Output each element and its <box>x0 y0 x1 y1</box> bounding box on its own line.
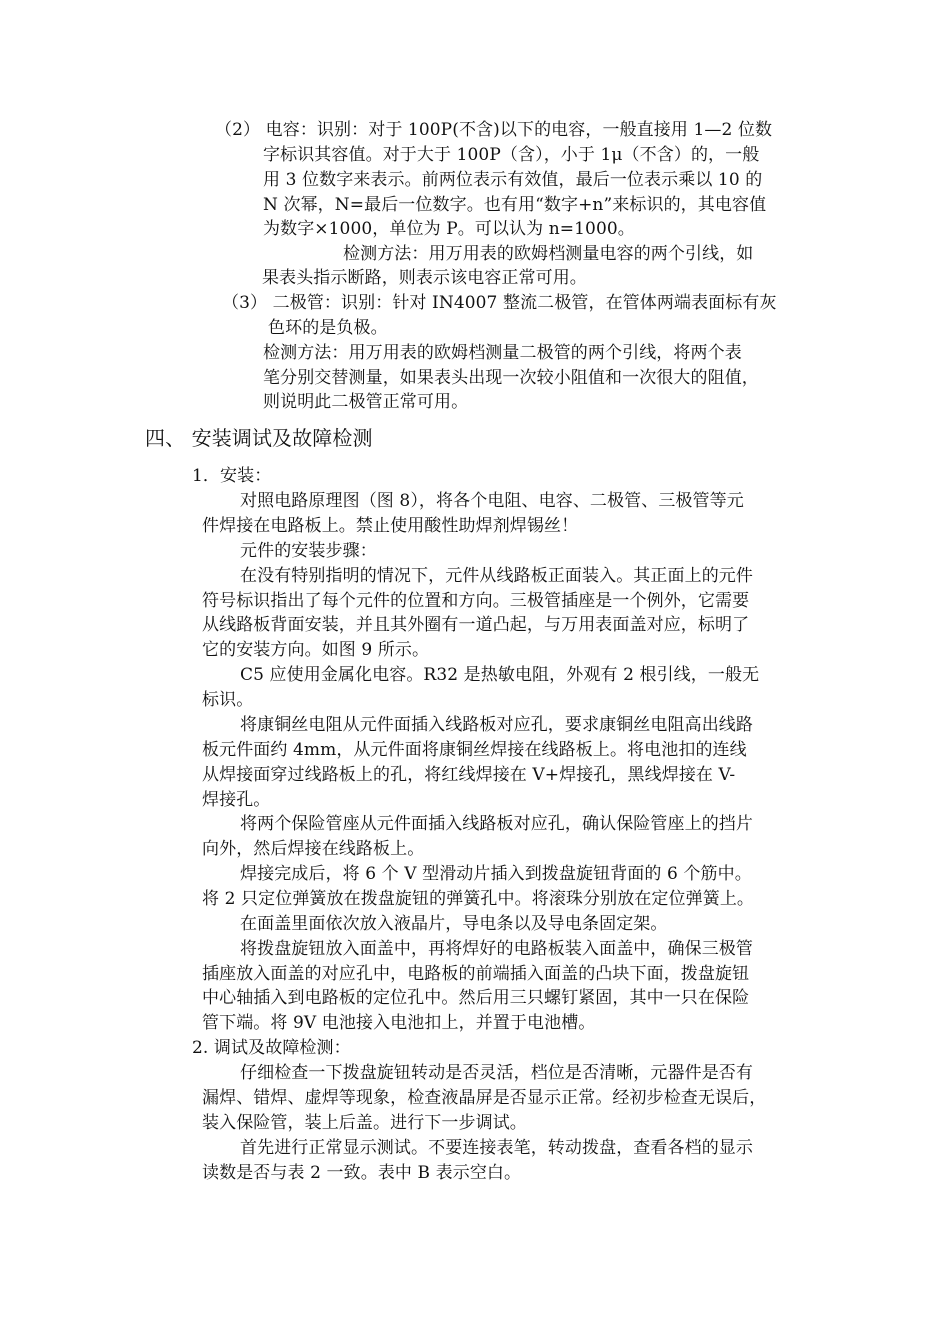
text-line: 它的安装方向。如图 9 所示。 <box>202 640 430 660</box>
text-line: 焊接孔。 <box>202 790 271 810</box>
text-line: 在面盖里面依次放入液晶片，导电条以及导电条固定架。 <box>240 914 668 934</box>
text-line: 色环的是负极。 <box>268 318 388 338</box>
text-line: 将两个保险管座从元件面插入线路板对应孔，确认保险管座上的挡片 <box>240 814 753 834</box>
text-line: N 次幂，N=最后一位数字。也有用“数字+n”来标识的，其电容值 <box>263 195 767 215</box>
subsection-heading: 2. 调试及故障检测： <box>192 1038 351 1058</box>
text-line: 笔分别交替测量，如果表头出现一次较小阻值和一次很大的阻值， <box>263 368 759 388</box>
subsection-heading: 1．安装： <box>192 466 272 486</box>
text-line: 符号标识指出了每个元件的位置和方向。三极管插座是一个例外，它需要 <box>202 591 750 611</box>
text-line: 仔细检查一下拨盘旋钮转动是否灵活，档位是否清晰，元器件是否有 <box>240 1063 753 1083</box>
text-line: 将拨盘旋钮放入面盖中，再将焊好的电路板装入面盖中，确保三极管 <box>240 939 753 959</box>
text-line: C5 应使用金属化电容。R32 是热敏电阻，外观有 2 根引线，一般无 <box>240 665 760 685</box>
text-line: 将康铜丝电阻从元件面插入线路板对应孔，要求康铜丝电阻高出线路 <box>240 715 753 735</box>
text-line: （2） 电容：识别：对于 100P(不含)以下的电容，一般直接用 1—2 位数 <box>215 120 773 140</box>
text-line: 果表头指示断路，则表示该电容正常可用。 <box>262 268 587 288</box>
text-line: 则说明此二极管正常可用。 <box>263 392 469 412</box>
text-line: 检测方法：用万用表的欧姆档测量电容的两个引线，如 <box>343 244 754 264</box>
text-line: 焊接完成后，将 6 个 V 型滑动片插入到拨盘旋钮背面的 6 个筋中。 <box>240 864 752 884</box>
text-line: 首先进行正常显示测试。不要连接表笔，转动拨盘，查看各档的显示 <box>240 1138 753 1158</box>
text-line: 读数是否与表 2 一致。表中 B 表示空白。 <box>202 1163 522 1183</box>
text-line: 用 3 位数字来表示。前两位表示有效值，最后一位表示乘以 10 的 <box>263 170 763 190</box>
text-line: 在没有特别指明的情况下，元件从线路板正面装入。其正面上的元件 <box>240 566 753 586</box>
text-line: 漏焊、错焊、虚焊等现象，检查液晶屏是否显示正常。经初步检查无误后， <box>202 1088 767 1108</box>
text-line: 元件的安装步骤： <box>240 541 377 561</box>
text-line: 从焊接面穿过线路板上的孔，将红线焊接在 V+焊接孔，黑线焊接在 V- <box>202 765 736 785</box>
text-line: （3） 二极管：识别：针对 IN4007 整流二极管，在管体两端表面标有灰 <box>222 293 777 313</box>
text-line: 中心轴插入到电路板的定位孔中。然后用三只螺钉紧固，其中一只在保险 <box>202 988 750 1008</box>
text-line: 管下端。将 9V 电池接入电池扣上，并置于电池槽。 <box>202 1013 596 1033</box>
text-line: 检测方法：用万用表的欧姆档测量二极管的两个引线，将两个表 <box>263 343 742 363</box>
text-line: 将 2 只定位弹簧放在拨盘旋钮的弹簧孔中。将滚珠分别放在定位弹簧上。 <box>202 889 755 909</box>
text-line: 对照电路原理图（图 8），将各个电阻、电容、二极管、三极管等元 <box>240 491 744 511</box>
text-line: 字标识其容值。对于大于 100P（含），小于 1μ（不含）的，一般 <box>263 145 760 165</box>
text-line: 装入保险管，装上后盖。进行下一步调试。 <box>202 1113 527 1133</box>
section-heading: 四、 安装调试及故障检测 <box>145 426 373 450</box>
text-line: 标识。 <box>202 690 254 710</box>
text-line: 为数字×1000，单位为 P。可以认为 n=1000。 <box>263 219 635 239</box>
text-line: 插座放入面盖的对应孔中，电路板的前端插入面盖的凸块下面，拨盘旋钮 <box>202 964 750 984</box>
text-line: 件焊接在电路板上。禁止使用酸性助焊剂焊锡丝！ <box>202 516 579 536</box>
text-line: 从线路板背面安装，并且其外圈有一道凸起，与万用表面盖对应，标明了 <box>202 615 750 635</box>
text-line: 向外，然后焊接在线路板上。 <box>202 839 425 859</box>
text-line: 板元件面约 4mm，从元件面将康铜丝焊接在线路板上。将电池扣的连线 <box>202 740 747 760</box>
